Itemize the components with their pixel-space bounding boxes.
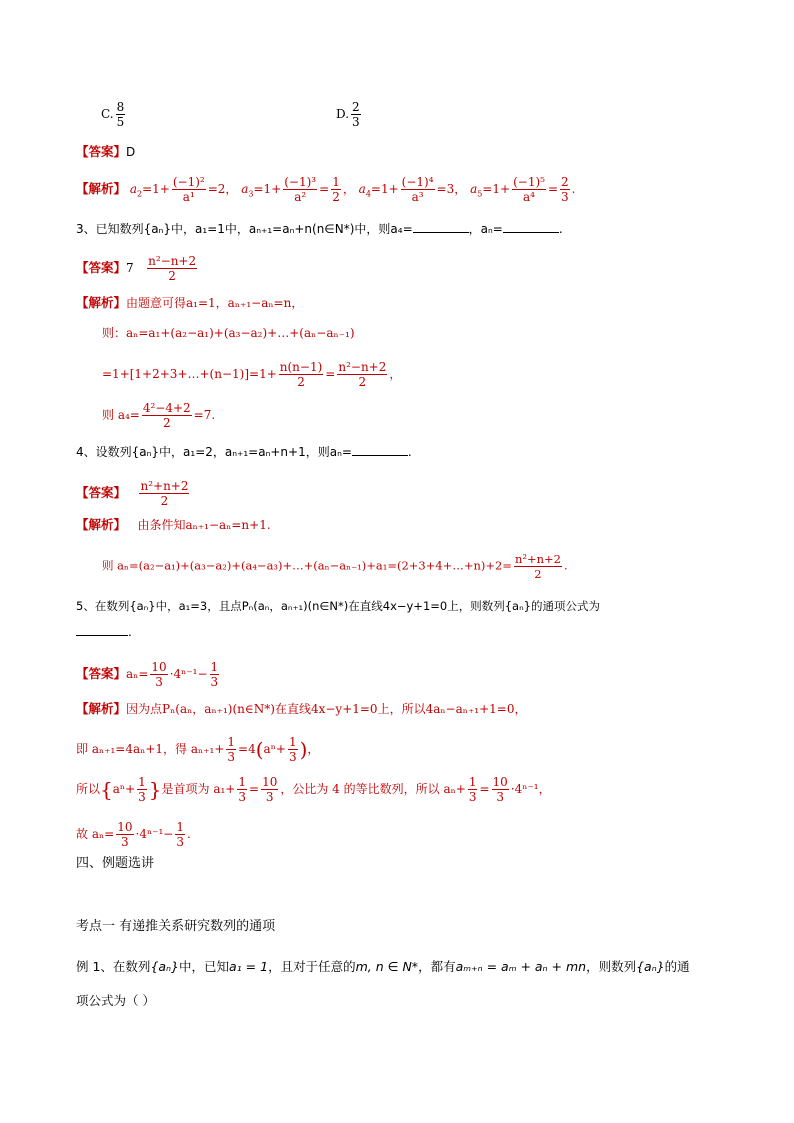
example-1-line-2: 项公式为（ ） [76, 993, 155, 1008]
q4-analysis-2: 则 aₙ=(a₂−a₁)+(a₃−a₂)+(a₄−a₃)+…+(aₙ−aₙ₋₁)+a₁=(2+3+4+…+n)+2= $\frac{\text{n²+n+2}}{2}$ . [102, 552, 568, 581]
q5-stem: 5、在数列{aₙ}中，a₁=3，且点Pₙ(aₙ，aₙ₊₁)(n∈N*)在直线4x−y+1=0上，则数列{aₙ}的通项公式为 [76, 599, 600, 613]
q2-analysis: 【解析】 $a_2=1+$ $\frac{\text{(−1)²}}{\text{a¹}}$ =2， $a_3=1+$ $\frac{\text{(−1)³}}{\text{a²}}$ = $\frac{1}{2}$ ， $a_4=1+$ $\frac{\text{(−1)⁴}}{\text{a³}}$ =3， $a_5=1+$ $\frac{\text{(−1)⁵}}{\text{a⁴}}$ = $\frac{2}{3}$ . [76, 175, 576, 204]
q3-analysis-2: 则：aₙ=a₁+(a₂−a₁)+(a₃−a₂)+…+(aₙ−aₙ₋₁) [102, 326, 355, 340]
q4-answer-fraction: $\frac{\text{n²+n+2}}{2}$ [140, 479, 189, 508]
q4-stem: 4、设数列{aₙ}中，a₁=2，aₙ₊₁=aₙ+n+1，则aₙ= . [76, 445, 412, 459]
q3-stem: 3、已知数列{aₙ}中，a₁=1中，aₙ₊₁=aₙ+n(n∈N*)中，则a₄= ，aₙ= . [76, 222, 563, 236]
q3-answer-fraction: $\frac{\text{n²−n+2}}{2}$ [148, 254, 197, 283]
q3-analysis-3: =1+[1+2+3+…+(n−1)]=1+ $\frac{n(n-1)}{2}$ = $\frac{\text{n²−n+2}}{2}$ ， [102, 360, 402, 389]
q3-analysis-4: 则 a₄= $\frac{\text{4²−4+2}}{2}$ =7. [102, 401, 216, 430]
q3-blank-1 [413, 220, 469, 233]
q5-analysis-1: 【解析】因为点Pₙ(aₙ，aₙ₊₁)(n∈N*)在直线4x−y+1=0上，所以4aₙ−aₙ₊₁+1=0， [76, 701, 527, 716]
option-c-fraction: $\frac{8}{5}$ [116, 100, 125, 129]
q4-analysis-1: 【解析】 由条件知aₙ₊₁−aₙ=n+1. [76, 517, 271, 532]
option-d: D. $\frac{2}{3}$ [336, 100, 360, 129]
q4-blank [352, 443, 408, 456]
q4-answer: 【答案】 $\frac{\text{n²+n+2}}{2}$ [76, 479, 189, 508]
q3-answer: 【答案】7 $\frac{\text{n²−n+2}}{2}$ [76, 254, 197, 283]
q5-analysis-4: 故 aₙ= $\frac{10}{3}$ ·4ⁿ⁻¹− $\frac{1}{3}$ . [76, 820, 191, 849]
option-d-fraction: $\frac{2}{3}$ [352, 100, 360, 129]
section-title: 四、例题选讲 [76, 856, 155, 871]
q3-analysis-1: 【解析】由题意可得a₁=1，aₙ₊₁−aₙ=n， [76, 295, 304, 310]
q5-blank [76, 623, 128, 636]
q5-answer: 【答案】aₙ= $\frac{10}{3}$ ·4ⁿ⁻¹− $\frac{1}{3}$ [76, 660, 219, 689]
q5-stem-2: . [76, 623, 132, 641]
option-c: C. $\frac{8}{5}$ [101, 100, 125, 129]
q5-analysis-2: 即 aₙ₊₁=4aₙ+1，得 aₙ₊₁+ $\frac{1}{3}$ =4(aⁿ+ $\frac{1}{3}$ )， [76, 735, 320, 764]
example-1-line-1: 例 1、在数列{aₙ}中，已知a₁ = 1，且对于任意的m, n ∈ N*，都有aₘ₊ₙ = aₘ + aₙ + mn，则数列{aₙ}的通 [76, 959, 690, 974]
q5-analysis-3: 所以{aⁿ+ $\frac{1}{3}$ }是首项为 a₁+ $\frac{1}{3}$ = $\frac{10}{3}$ ，公比为 4 的等比数列，所以 aₙ+ $\frac{1}{3}$ = $\frac{10}{3}$ ·4ⁿ⁻¹， [76, 775, 551, 804]
q3-blank-2 [503, 220, 559, 233]
topic-heading: 考点一 有递推关系研究数列的通项 [76, 919, 276, 934]
q2-answer: 【答案】D [76, 144, 136, 159]
